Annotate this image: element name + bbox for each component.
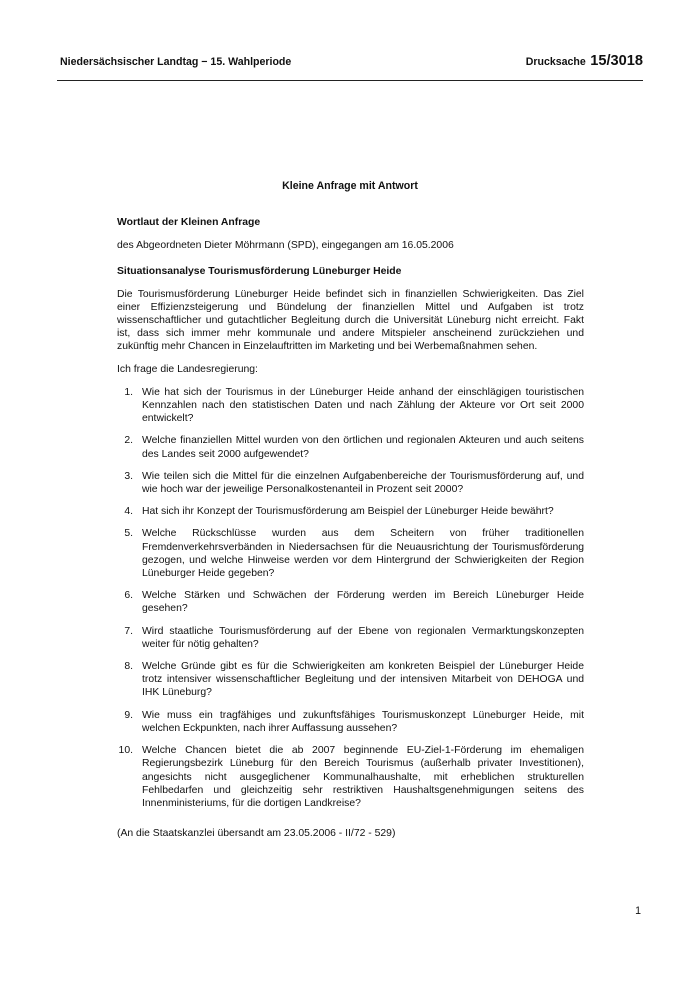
transmittal-note: (An die Staatskanzlei übersandt am 23.05.2006 - II/72 - 529) [117,828,396,840]
intro-paragraph: Die Tourismusförderung Lüneburger Heide befindet sich in finanziellen Schwierigkeiten. Das Ziel einer Effizienzsteigerung und Bündelung der finanziellen Mittel und Aufgaben ist trotz wissenschaftlicher und gutachtlicher Begleitung durch die Universität Lüneburg nicht erreicht. Fakt ist, dass sich immer mehr kommunale und andere Mitspieler anscheinend zurückziehen und zukünftig mehr Chancen in Einzelauftritten im Marketing und bei Werbemaßnahmen sehen. [117,288,584,353]
question-number: 7. [124,625,133,637]
submitted-by: des Abgeordneten Dieter Möhrmann (SPD), eingegangen am 16.05.2006 [117,240,454,252]
document-body [117,216,584,840]
doc-label: Drucksache [525,56,586,68]
question-text: Wie teilen sich die Mittel für die einzelnen Aufgabenbereiche der Tourismusförderung auf, und wie hoch war der jeweilige Personalkostenanteil in Prozent seit 2000? [142,470,584,496]
question-text: Welche Rückschlüsse wurden aus dem Scheitern von früher traditionellen Fremdenverkehrsverbänden in Niedersachsen für die Neuausrichtung der Tourismusförderung gezogen, und welche Hinweise werden vor dem Hintergrund der Schwierigkeiten der Region Lüneburger Heide gegeben? [142,528,584,580]
question-item [117,386,584,426]
question-text: Welche Chancen bietet die ab 2007 beginnende EU-Ziel-1-Förderung im ehemaligen Regierungsbezirk Lüneburg für den Bereich Tourismus (außerhalb privater Investitionen), angesichts nicht ausgeglichener Kommunalhaushalte, mit erheblichen strukturellen Fehlbedarfen und gleichzeitig sehr restriktiven Haushaltsgenehmigungen seitens des Innenministeriums, für die dortigen Landkreise? [142,745,584,809]
question-number: 4. [124,506,133,518]
question-number: 10. [118,745,133,757]
page-header [60,48,643,76]
question-text: Hat sich ihr Konzept der Tourismusförderung am Beispiel der Lüneburger Heide bewährt? [142,506,554,518]
question-item [117,660,584,700]
question-number: 9. [124,709,133,721]
question-text: Welche Gründe gibt es für die Schwierigkeiten am konkreten Beispiel der Lüneburger Heide trotz intensiver wissenschaftlicher Begleitung und der intensiven Mitarbeit von DEHOGA und IHK Lüneburg? [142,661,584,699]
question-item [117,470,584,496]
question-number: 2. [124,435,133,447]
page-number: 1 [635,905,641,917]
question-item [117,625,584,651]
question-item [117,589,584,615]
question-text: Welche finanziellen Mittel wurden von den örtlichen und regionalen Akteuren und auch seitens des Landes seit 2000 aufgewendet? [142,435,584,460]
question-item [117,505,584,518]
question-item [117,434,584,460]
question-text: Wird staatliche Tourismusförderung auf der Ebene von regionalen Vermarktungskonzepten weiter für nötig gehalten? [142,625,584,650]
question-number: 6. [124,590,133,602]
question-text: Welche Stärken und Schwächen der Förderung werden im Bereich Lüneburger Heide gesehen? [142,590,584,615]
question-number: 8. [124,661,133,673]
doc-number: 15/3018 [590,53,643,69]
header-rule [57,80,643,81]
document-number [526,52,643,70]
page-title: Kleine Anfrage mit Antwort [282,180,418,192]
question-text: Wie hat sich der Tourismus in der Lüneburger Heide anhand der einschlägigen touristischen Kennzahlen nach den statistischen Daten und nach Zählung der Akteure vor Ort seit 2000 entwickelt? [142,386,584,425]
parliament-title: Niedersächsischer Landtag − 15. Wahlperiode [60,56,292,68]
question-item [117,527,584,580]
subject-heading: Situationsanalyse Tourismusförderung Lüneburger Heide [117,266,402,278]
question-list [117,386,584,810]
question-number: 1. [124,386,133,398]
question-item [117,744,584,810]
section-heading: Wortlaut der Kleinen Anfrage [117,217,261,228]
ask-line: Ich frage die Landesregierung: [117,363,258,375]
question-text: Wie muss ein tragfähiges und zukunftsfähiges Tourismuskonzept Lüneburger Heide, mit welchen Eckpunkten, nach ihrer Auffassung aussehen? [142,709,584,734]
question-number: 3. [124,470,133,482]
question-item [117,709,584,735]
question-number: 5. [124,528,133,540]
